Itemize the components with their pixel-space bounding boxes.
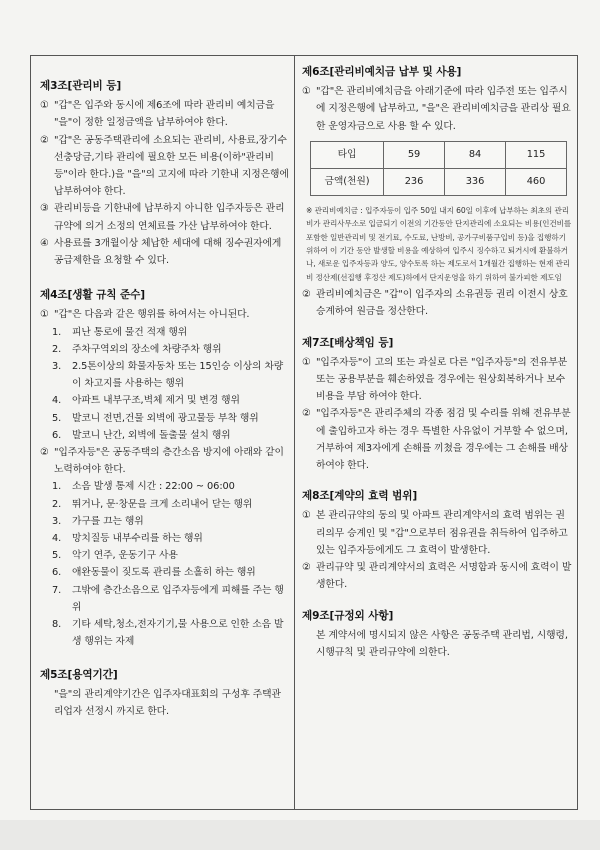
- article-9-para: 본 계약서에 명시되지 않은 사항은 공동주택 관리법, 시행령, 시행규칙 및 관리규약에 의한다.: [316, 629, 568, 658]
- article-5-para: "을"의 관리계약기간은 입주자대표회의 구성후 주택관리업자 선정시 까지로 한다.: [54, 688, 281, 717]
- article-7-title: 제7조[배상책임 등]: [302, 336, 394, 349]
- list-item: 4. 아파트 내부구조,벽체 제거 및 변경 행위: [52, 395, 240, 407]
- table-cell: 타입: [311, 141, 384, 168]
- article-8-title: 제8조[계약의 효력 범위]: [302, 490, 418, 503]
- list-item: 4. 망치질등 내부수리를 하는 행위: [52, 533, 203, 545]
- article-3-para-2: ② "갑"은 공동주택관리에 소요되는 관리비, 사용료,장기수선충당금,기타 관리에 필요한 모든 비용(이하"관리비등"이라 한다.)을 "을"의 고지에 따라 기한내 지정은행에 납부하여야 한다.: [40, 134, 289, 198]
- page-bottom-margin: [0, 820, 600, 850]
- list-item: 1. 소음 발생 통제 시간 : 22:00 ~ 06:00: [52, 481, 235, 493]
- list-item: 8. 기타 세탁,청소,전자기기,물 사용으로 인한 소음 발생 행위는 자제: [52, 619, 284, 648]
- table-cell: 460: [506, 168, 567, 195]
- article-8-para-2: ② 관리규약 및 관리계약서의 효력은 서명함과 동시에 효력이 발생한다.: [302, 562, 572, 591]
- table-row: [311, 168, 567, 195]
- table-row: [311, 141, 567, 168]
- article-4-title: 제4조[생활 규칙 준수]: [40, 289, 145, 302]
- list-item: 7. 그밖에 층간소음으로 입주자등에게 피해를 주는 행위: [52, 584, 284, 613]
- article-6-para-2: ② 관리비예치금은 "갑"이 입주자의 소유권등 권리 이전시 상호승계하여 원금을 정산한다.: [302, 289, 568, 318]
- list-item: 3. 가구를 끄는 행위: [52, 515, 144, 527]
- article-4-para-2: ② "입주자등"은 공동주택의 층간소음 방지에 아래와 같이 노력하여야 한다.: [40, 447, 284, 476]
- table-cell: 336: [445, 168, 506, 195]
- article-3-para-3: ③ 관리비등을 기한내에 납부하지 아니한 입주자등은 관리규약에 의거 소정의 연체료를 가산 납부하여야 한다.: [40, 203, 285, 232]
- article-3-para-1: ① "갑"은 입주와 동시에 제6조에 따라 관리비 예치금을 "을"이 정한 일정금액을 납부하여야 한다.: [40, 100, 275, 129]
- article-6-title: 제6조[관리비예치금 납부 및 사용]: [302, 66, 462, 78]
- column-divider: [294, 55, 295, 810]
- article-8-para-1: ① 본 관리규약의 동의 및 아파트 관리계약서의 효력 범위는 권리의무 승계인 및 "갑"으로부터 점유권을 취득하여 입주하고 있는 입주자등에게도 그 효력이 발생한다.: [302, 510, 568, 556]
- article-3-para-4: ④ 사용료를 3개월이상 체납한 세대에 대해 징수권자에게 공급제한을 요청할 수 있다.: [40, 237, 282, 267]
- article-3-title: 제3조[관리비 등]: [40, 80, 122, 92]
- table-cell: 236: [384, 168, 445, 195]
- article-6-para-1: ① "갑"은 관리비예치금을 아래기준에 따라 입주전 또는 입주시에 지정은행에 납부하고, "을"은 관리비예치금을 관리상 필요한 운영자금으로 사용 할 수 있다.: [302, 86, 571, 132]
- list-item: 2. 주차구역외의 장소에 차량주차 행위: [52, 343, 222, 355]
- list-item: 5. 발코니 전면,건물 외벽에 광고물등 부착 행위: [52, 412, 259, 424]
- article-9-title: 제9조[규정외 사항]: [302, 609, 394, 622]
- list-item: 3. 2.5톤이상의 화물자동차 또는 15인승 이상의 차량이 차고지를 사용하는 행위: [52, 361, 284, 390]
- article-4-para-1: ① "갑"은 다음과 같은 행위를 하여서는 아니된다.: [40, 309, 250, 321]
- article-7-para-2: ② "입주자등"은 관리주체의 각종 점검 및 수리를 위해 전유부분에 출입하고자 하는 경우 특별한 사유없이 거부할 수 없으며, 거부하여 제3자에게 손해를 끼쳤을 경우에는 그 손해를 배상하여야 한다.: [302, 408, 571, 472]
- list-item: 1. 피난 통로에 물건 적재 행위: [52, 326, 188, 338]
- table-cell: 59: [384, 141, 445, 168]
- list-item: 5. 악기 연주, 운동기구 사용: [52, 550, 178, 562]
- article-5-title: 제5조[용역기간]: [40, 668, 118, 681]
- left-column: [40, 62, 290, 720]
- deposit-note: ※ 관리비예치금 : 입주자등이 입주 50일 내지 60일 이후에 납부하는 최초의 관리비가 관리사무소로 입금되기 이전의 기간동안 단지관리에 소요되는 비용(인건비를 포함한 일반관리비 및 전기료, 수도료, 난방비, 공가구비품구입비 등)을 집행하기 위하여 이 기간 동안 발생할 비용을 예상하여 입주시 징수하고 퇴거시에 환불하거나, 새로운 입주자등과 양도, 양수토록 하는 제도로서 1개월간 집행하는 현재 관리비 정산제(선집행 후정산 제도)하에서 단지운영을 하기 위하여 불가피한 제도임: [306, 205, 572, 282]
- table-cell: 금액(천원): [311, 168, 384, 195]
- table-cell: 115: [506, 141, 567, 168]
- article-7-para-1: ① "입주자등"이 고의 또는 과실로 다른 "입주자등"의 전유부분 또는 공용부분을 훼손하였을 경우에는 원상회복하거나 보수비용을 부담 하여야 한다.: [302, 356, 568, 403]
- right-column: [302, 62, 572, 661]
- list-item: 2. 뛰거나, 문·창문을 크게 소리내어 닫는 행위: [52, 498, 253, 510]
- list-item: 6. 애완동물이 짖도록 관리를 소홀히 하는 행위: [52, 567, 256, 579]
- table-cell: 84: [445, 141, 506, 168]
- list-item: 6. 발코니 난간, 외벽에 돌출물 설치 행위: [52, 429, 231, 441]
- deposit-table: [310, 141, 567, 196]
